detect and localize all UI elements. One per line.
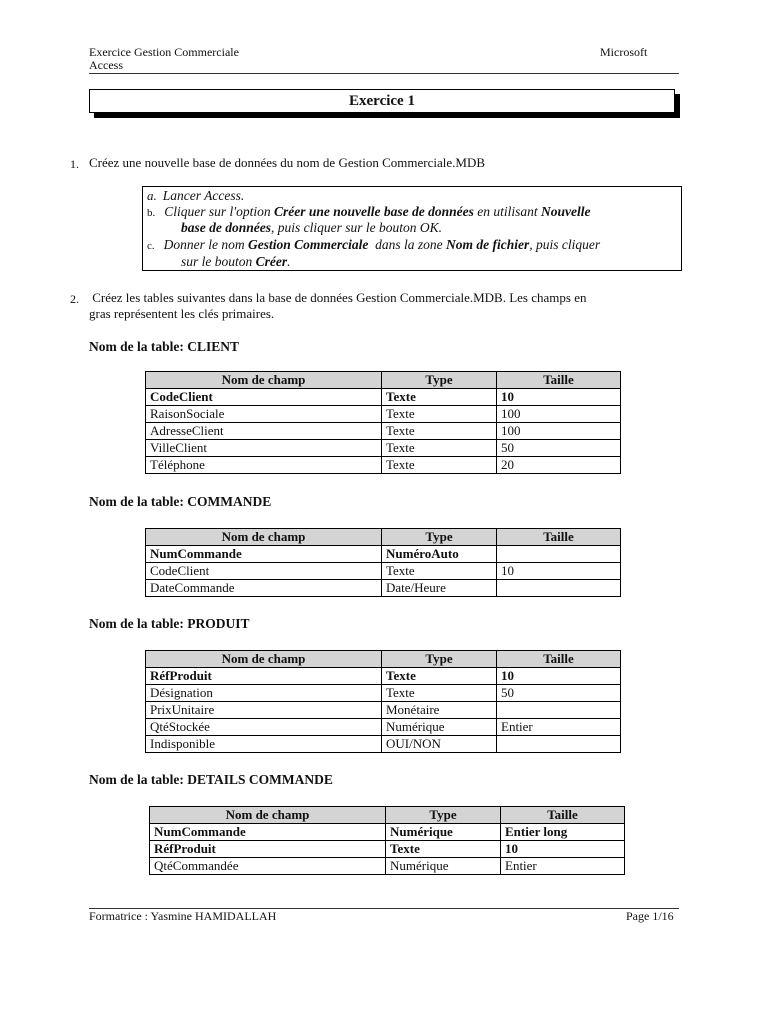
substep-b-bold: Nouvelle [541,204,591,219]
field-type-cell: Texte [382,440,497,457]
table-title-produit: Nom de la table: PRODUIT [89,616,250,631]
field-size-cell: 100 [497,406,621,423]
column-header-name: Nom de champ [150,807,386,824]
exercise-title: Exercice 1 [89,89,675,113]
field-type-cell: Texte [382,423,497,440]
substep-c [147,237,600,254]
substep-c-text: , puis cliquer [529,237,601,252]
field-type-cell: NuméroAuto [382,546,497,563]
substep-a-text: Lancer Access. [162,188,245,203]
header-rule [89,73,679,74]
field-type-cell: Numérique [382,719,497,736]
field-type-cell: Texte [382,668,497,685]
field-type-cell: Texte [382,685,497,702]
column-header-size: Taille [497,372,621,389]
field-size-cell: 10 [497,563,621,580]
header-title [89,46,239,72]
field-name-cell: QtéStockée [146,719,382,736]
column-header-type: Type [386,807,501,824]
column-header-name: Nom de champ [146,651,382,668]
field-size-cell [497,702,621,719]
column-header-type: Type [382,529,497,546]
table-header-row [146,651,621,668]
field-name-cell: PrixUnitaire [146,702,382,719]
field-type-cell: Texte [382,563,497,580]
field-type-cell: Texte [382,406,497,423]
field-name-cell: AdresseClient [146,423,382,440]
field-name-cell: NumCommande [150,824,386,841]
table-header-row [150,807,625,824]
header-product: Microsoft [600,45,648,59]
step1-text: Créez une nouvelle base de données du nom de Gestion Commerciale.MDB [89,155,486,170]
field-size-cell: 50 [497,440,621,457]
field-name-cell: Désignation [146,685,382,702]
table-row [146,406,621,423]
field-size-cell [497,580,621,597]
field-size-cell: 100 [497,423,621,440]
field-type-cell: Texte [382,389,497,406]
substep-b [147,204,591,221]
substep-b-text: , puis cliquer sur le bouton OK. [271,220,442,235]
field-size-cell: 50 [497,685,621,702]
table-title-details-commande: Nom de la table: DETAILS COMMANDE [89,772,333,787]
table-row [146,736,621,753]
field-name-cell: VilleClient [146,440,382,457]
table-header-row [146,529,621,546]
substep-b-text: Cliquer sur l'option [164,204,275,219]
field-name-cell: DateCommande [146,580,382,597]
substep-b-bold: base de données [181,220,271,235]
table-row [146,719,621,736]
field-type-cell: Texte [382,457,497,474]
field-size-cell: Entier [497,719,621,736]
fields-table-produit [145,650,621,753]
field-size-cell [497,736,621,753]
field-size-cell: 10 [497,668,621,685]
substep-c-bold: Créer [255,254,288,269]
column-header-size: Taille [497,529,621,546]
table-row [146,685,621,702]
table-row [150,858,625,875]
table-row [146,389,621,406]
table-row [146,702,621,719]
column-header-name: Nom de champ [146,529,382,546]
substep-b-label: b. [147,207,156,219]
field-size-cell [497,546,621,563]
column-header-name: Nom de champ [146,372,382,389]
header-title-line1: Exercice Gestion Commerciale [89,45,239,59]
table-row [146,668,621,685]
field-name-cell: RéfProduit [150,841,386,858]
substep-c-bold: Gestion Commerciale [248,237,369,252]
step2-number: 2. [70,292,79,306]
field-size-cell: Entier [501,858,625,875]
substep-b-bold: Créer une nouvelle base de données [274,204,474,219]
table-header-row [146,372,621,389]
substep-a-label: a. [147,188,157,203]
field-type-cell: Texte [386,841,501,858]
header-title-line2: Access [89,58,123,72]
substep-c-label: c. [147,240,155,252]
field-name-cell: CodeClient [146,563,382,580]
table-row [150,841,625,858]
field-size-cell: 10 [497,389,621,406]
column-header-type: Type [382,651,497,668]
footer-page-number: Page 1/16 [626,909,674,923]
field-size-cell: 20 [497,457,621,474]
footer-author: Formatrice : Yasmine HAMIDALLAH [89,909,277,923]
fields-table-details-commande [149,806,625,875]
field-name-cell: RéfProduit [146,668,382,685]
field-type-cell: OUI/NON [382,736,497,753]
field-type-cell: Numérique [386,858,501,875]
substep-c-cont [181,254,291,270]
table-row [146,423,621,440]
table-title-client: Nom de la table: CLIENT [89,339,240,354]
table-row [146,580,621,597]
field-size-cell: 10 [501,841,625,858]
step1-number: 1. [70,157,79,171]
substep-c-text: . [287,254,291,269]
step2-text [89,290,669,322]
table-row [150,824,625,841]
field-type-cell: Monétaire [382,702,497,719]
substeps-box [142,186,682,271]
substep-c-text: Donner le nom [163,237,249,252]
fields-table-commande [145,528,621,597]
column-header-type: Type [382,372,497,389]
field-name-cell: Indisponible [146,736,382,753]
step2-line1: Créez les tables suivantes dans la base de données Gestion Commerciale.MDB. Les champs en [89,290,587,305]
substep-b-cont [181,220,442,236]
substep-c-text: dans la zone [368,237,447,252]
fields-table-client [145,371,621,474]
column-header-size: Taille [501,807,625,824]
column-header-size: Taille [497,651,621,668]
field-type-cell: Numérique [386,824,501,841]
substep-c-text: sur le bouton [181,254,256,269]
field-type-cell: Date/Heure [382,580,497,597]
field-size-cell: Entier long [501,824,625,841]
table-row [146,457,621,474]
field-name-cell: RaisonSociale [146,406,382,423]
table-row [146,563,621,580]
substep-b-text: en utilisant [473,204,542,219]
step2-line2: gras représentent les clés primaires. [89,306,275,321]
field-name-cell: NumCommande [146,546,382,563]
table-row [146,546,621,563]
field-name-cell: Téléphone [146,457,382,474]
table-row [146,440,621,457]
substep-a [147,188,244,204]
field-name-cell: QtéCommandée [150,858,386,875]
field-name-cell: CodeClient [146,389,382,406]
table-title-commande: Nom de la table: COMMANDE [89,494,272,509]
substep-c-bold: Nom de fichier [446,237,530,252]
